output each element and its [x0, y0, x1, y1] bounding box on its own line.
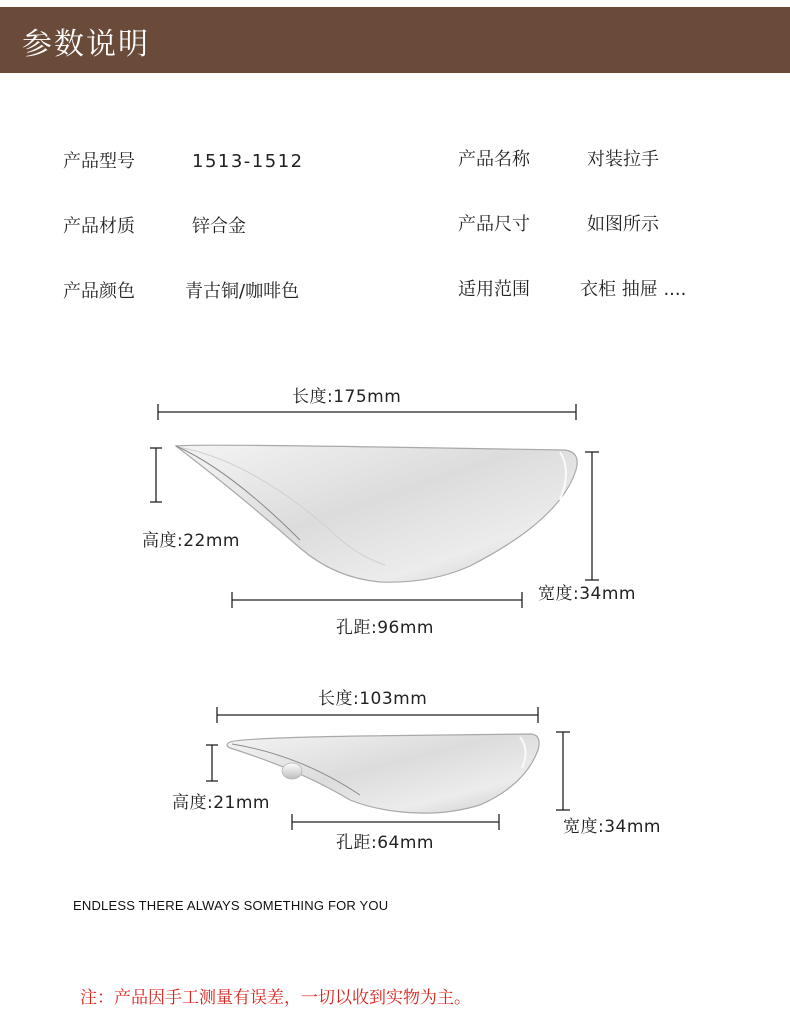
color-label: 产品颜色 [63, 281, 135, 302]
small-width-label: 宽度:34mm [563, 817, 661, 837]
large-height-label: 高度:22mm [142, 531, 240, 551]
material-label: 产品材质 [63, 216, 135, 237]
usage-value: 衣柜 抽屉 .... [580, 279, 687, 300]
small-length-label: 长度:103mm [318, 689, 428, 709]
color-value: 青古铜/咖啡色 [185, 281, 300, 302]
page-title: 参数说明 [22, 27, 150, 62]
model-value: 1513-1512 [192, 151, 304, 172]
usage-label: 适用范围 [458, 279, 530, 300]
large-handle-image [176, 445, 577, 582]
tagline: ENDLESS THERE ALWAYS SOMETHING FOR YOU [73, 898, 389, 913]
name-value: 对装拉手 [587, 149, 659, 170]
small-handle-image [227, 734, 539, 813]
name-label: 产品名称 [458, 149, 530, 170]
disclaimer-note: 注：产品因手工测量有误差，一切以收到实物为主。 [80, 988, 471, 1008]
large-hole-distance-label: 孔距:96mm [336, 618, 434, 638]
material-value: 锌合金 [192, 216, 246, 237]
small-height-label: 高度:21mm [172, 793, 270, 813]
size-value: 如图所示 [587, 214, 659, 235]
small-hole-distance-label: 孔距:64mm [336, 833, 434, 853]
large-width-label: 宽度:34mm [538, 584, 636, 604]
size-label: 产品尺寸 [458, 214, 530, 235]
model-label: 产品型号 [63, 151, 135, 172]
large-length-label: 长度:175mm [292, 387, 402, 407]
